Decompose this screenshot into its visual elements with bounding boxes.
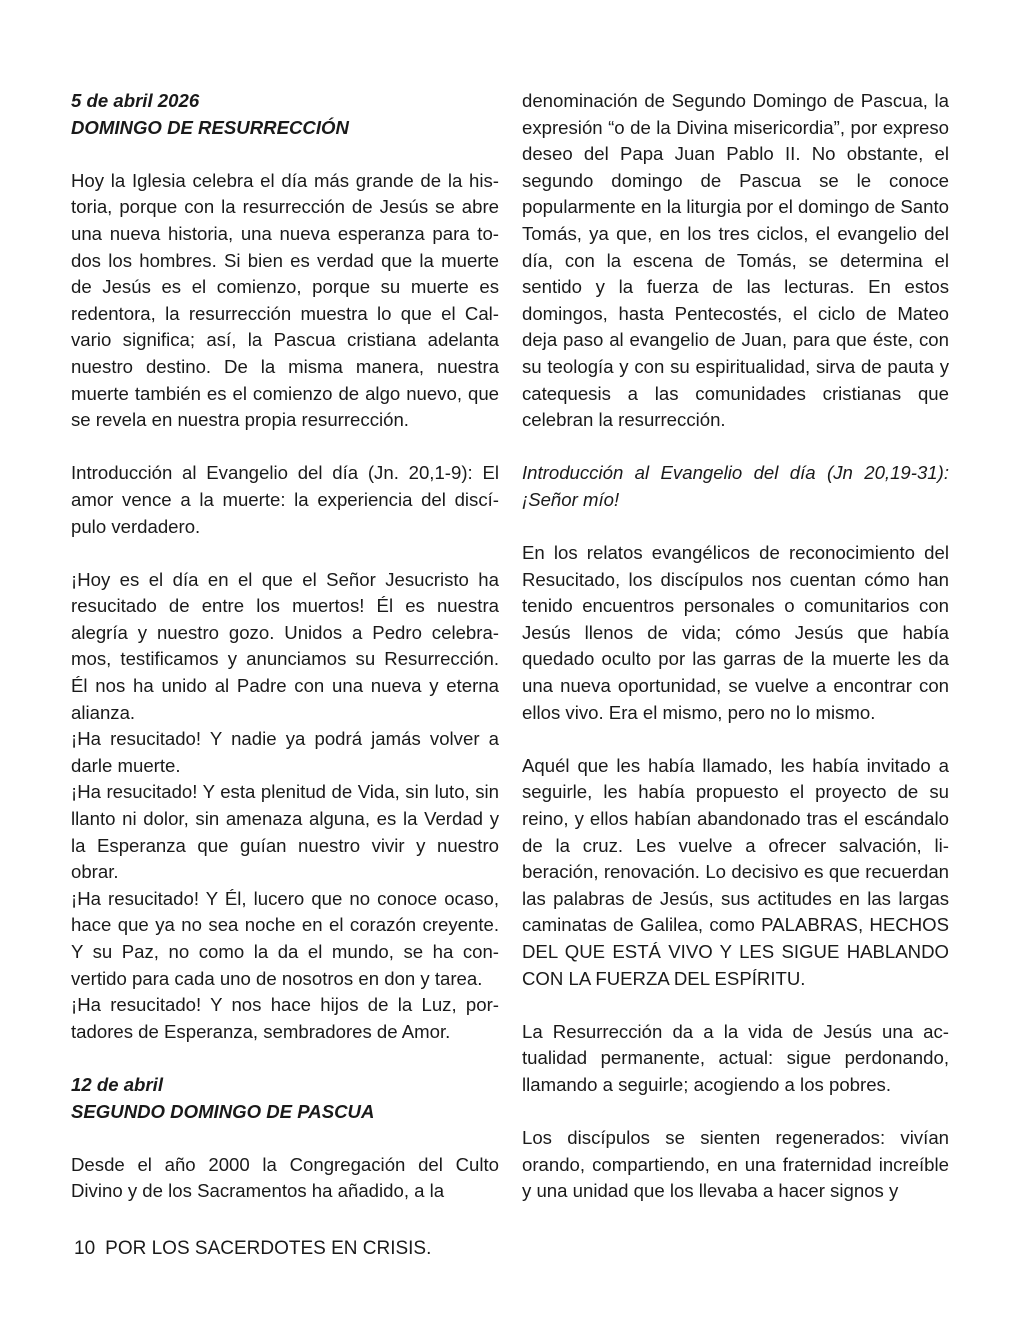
footer-text: POR LOS SACERDOTES EN CRISIS. [105,1238,432,1259]
section-heading-easter [71,88,499,141]
section-heading-second-sunday [71,1072,499,1125]
gospel-introduction: Introducción al Evangelio del día (Jn 20,19-31): ¡Señor mío! [522,462,949,510]
section-date: 12 de abril [71,1073,163,1095]
right-column [522,88,949,1205]
paragraph: ¡Ha resucitado! Y nadie ya podrá jamás volver a darle muerte. [71,728,499,776]
paragraph: Aquél que les había llamado, les había invitado a seguirle, les había propuesto el proyecto de su reino, y ellos habían abandonado tras el escándalo de la cruz. Les vuelve a ofrecer salvación, liberación, renovación. Lo decisivo es que recuerdan las palabras de Jesús, sus actitudes en las largas caminatas de Galilea, como PALABRAS, HECHOS DEL QUE ESTÁ VIVO Y LES SIGUE HABLANDO CON LA FUERZA DEL ESPÍRITU. [522,754,949,989]
paragraph: Introducción al Evangelio del día (Jn. 20,1-9): El amor vence a la muerte: la experiencia del discípulo verdadero. [71,462,499,537]
page-footer [74,1237,431,1261]
paragraph: ¡Hoy es el día en el que el Señor Jesucristo ha resucitado de entre los muertos! Él es nuestra alegría y nuestro gozo. Unidos a Pedro celebramos, testificamos y anunciamos su Resurrección. Él nos ha unido al Padre con una nueva y eterna alianza. [71,568,499,723]
left-column [71,88,499,1205]
paragraph: denominación de Segundo Domingo de Pascua, la expresión “o de la Divina misericordia”, por expreso deseo del Papa Juan Pablo II. No obstante, el segundo domingo de Pascua se le conoce popularmente en la liturgia por el domingo de Santo Tomás, ya que, en los tres ciclos, el evangelio del día, con la escena de Tomás, se determina el sentido y la fuerza de las lecturas. En estos domingos, hasta Pentecostés, el ciclo de Mateo deja paso al evangelio de Juan, para que éste, con su teología y con su espiritualidad, sirva de pauta y catequesis a las comunidades cristianas que celebran la resurrección. [522,90,949,431]
paragraph: ¡Ha resucitado! Y Él, lucero que no conoce ocaso, hace que ya no sea noche en el corazón creyente. Y su Paz, no como la da el mundo, se ha convertido para cada uno de nosotros en don y tarea. [71,887,499,989]
paragraph: ¡Ha resucitado! Y esta plenitud de Vida, sin luto, sin llanto ni dolor, sin amenaza alguna, es la Verdad y la Esperanza que guían nuestro vivir y nuestro obrar. [71,781,499,883]
page-number: 10 [74,1238,96,1259]
section-date: 5 de abril 2026 [71,90,200,111]
paragraph: ¡Ha resucitado! Y nos hace hijos de la Luz, portadores de Esperanza, sembradores de Amor. [71,994,499,1042]
paragraph: Los discípulos se sienten regenerados: vivían orando, compartiendo, en una fraternidad increíble y una unidad que los llevaba a hacer signos y [522,1127,949,1202]
paragraph: La Resurrección da a la vida de Jesús una actualidad permanente, actual: sigue perdonando, llamando a seguirle; acogiendo a los pobres. [522,1020,949,1095]
section-title: SEGUNDO DOMINGO DE PASCUA [71,1100,375,1122]
section-title: DOMINGO DE RESURRECCIÓN [71,116,349,138]
paragraph: Hoy la Iglesia celebra el día más grande de la historia, porque con la resurrección de Jesús se abre una nueva historia, una nueva esperanza para todos los hombres. Si bien es verdad que la muerte de Jesús es el comienzo, porque su muerte es redentora, la resurrección muestra lo que el Calvario significa; así, la Pascua cristiana adelanta nuestro destino. De la misma manera, nuestra muerte también es el comienzo de algo nuevo, que se revela en nuestra propia resurrección. [71,169,499,431]
paragraph: Desde el año 2000 la Congregación del Culto Divino y de los Sacramentos ha añadido, a la [71,1153,499,1202]
paragraph: En los relatos evangélicos de reconocimiento del Resucitado, los discípulos nos cuentan cómo han tenido encuentros personales o comunitarios con Jesús llenos de vida; cómo Jesús que había quedado oculto por las garras de la muerte les da una nueva oportunidad, se vuelve a encontrar con ellos vivo. Era el mismo, pero no lo mismo. [522,542,949,723]
